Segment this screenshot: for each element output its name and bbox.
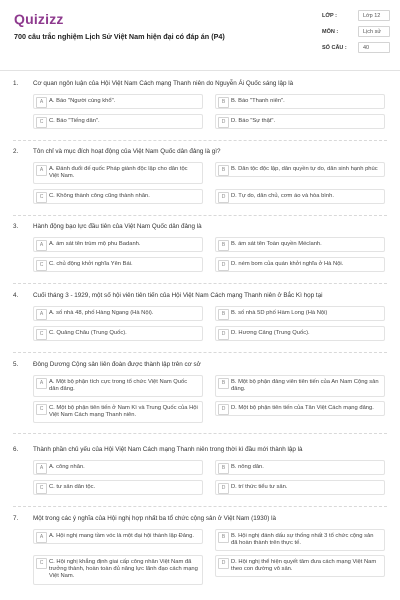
option-text: A. Báo "Người cùng khổ". bbox=[49, 98, 116, 104]
question-item bbox=[0, 515, 400, 597]
option-text: C. Báo "Tiếng dân". bbox=[49, 118, 100, 124]
option-letter-badge: D bbox=[218, 558, 229, 569]
question-item bbox=[0, 80, 400, 140]
option-letter-badge: D bbox=[218, 404, 229, 415]
option-letter-badge: C bbox=[36, 329, 47, 340]
option-text: C. Hội nghị khẳng định giai cấp công nhân Việt Nam đã trưởng thành, hoàn toàn đủ năng lực lãnh đạo cách mạng Việt Nam. bbox=[49, 559, 198, 580]
option-b[interactable] bbox=[215, 460, 385, 475]
option-a[interactable] bbox=[33, 306, 203, 321]
question-number: 6. bbox=[13, 446, 19, 453]
question-item bbox=[0, 446, 400, 506]
option-letter-badge: B bbox=[218, 240, 229, 251]
option-text: D. Báo "Sự thật". bbox=[231, 118, 276, 124]
worksheet-meta bbox=[322, 10, 392, 58]
question-number: 4. bbox=[13, 292, 19, 299]
option-letter-badge: C bbox=[36, 117, 47, 128]
option-text: B. Báo "Thanh niên". bbox=[231, 98, 285, 104]
option-c[interactable] bbox=[33, 480, 203, 495]
option-text: A. Hội nghị mang tầm vóc là một đại hội thành lập Đảng. bbox=[49, 533, 195, 539]
option-text: C. Một bộ phận tiên tiến ở Nam Kì và Trung Quốc của Hội Việt Nam Cách mạng Thanh niên. bbox=[49, 405, 198, 419]
option-text: C. Không thành công cũng thành nhân. bbox=[49, 193, 150, 199]
option-d[interactable] bbox=[215, 480, 385, 495]
option-text: A. ám sát tên trùm mộ phu Badanh. bbox=[49, 241, 141, 247]
worksheet-header bbox=[0, 0, 400, 71]
option-text: B. nông dân. bbox=[231, 464, 264, 470]
meta-value-box: Lịch sử bbox=[358, 26, 390, 37]
option-b[interactable] bbox=[215, 162, 385, 177]
question-text: Hành động bạo lực đầu tiên của Việt Nam Quốc dân đảng là bbox=[33, 223, 202, 230]
option-letter-badge: C bbox=[36, 558, 47, 569]
option-text: D. Tự do, dân chủ, cơm áo và hòa bình. bbox=[231, 193, 334, 199]
option-text: A. Một bộ phận tích cực trong tổ chức Việt Nam Quốc dân đảng. bbox=[49, 379, 188, 393]
question-divider bbox=[13, 215, 387, 216]
option-a[interactable] bbox=[33, 460, 203, 475]
option-text: C. tư sản dân tộc. bbox=[49, 484, 96, 490]
option-letter-badge: A bbox=[36, 165, 47, 176]
option-text: D. Hương Cảng (Trung Quốc). bbox=[231, 330, 310, 336]
option-d[interactable] bbox=[215, 401, 385, 416]
meta-row-subject bbox=[322, 26, 392, 40]
meta-value-box: 40 bbox=[358, 42, 390, 53]
option-c[interactable] bbox=[33, 326, 203, 341]
option-d[interactable] bbox=[215, 189, 385, 204]
option-letter-badge: B bbox=[218, 165, 229, 176]
question-number: 1. bbox=[13, 80, 19, 87]
option-letter-badge: D bbox=[218, 329, 229, 340]
option-text: C. chủ động khởi nghĩa Yên Bái. bbox=[49, 261, 133, 267]
question-divider bbox=[13, 140, 387, 141]
question-item bbox=[0, 292, 400, 352]
quizizz-logo: Quizizz bbox=[14, 11, 64, 27]
option-b[interactable] bbox=[215, 237, 385, 252]
question-text: Thành phần chủ yếu của Hội Việt Nam Cách mạng Thanh niên trong thời kì đầu mới thành lập là bbox=[33, 446, 303, 453]
option-d[interactable] bbox=[215, 555, 385, 577]
option-letter-badge: B bbox=[218, 309, 229, 320]
option-text: B. Dân tộc độc lập, dân quyền tự do, dân sinh hạnh phúc bbox=[231, 166, 378, 172]
option-a[interactable] bbox=[33, 237, 203, 252]
option-b[interactable] bbox=[215, 375, 385, 397]
option-a[interactable] bbox=[33, 375, 203, 397]
option-letter-badge: C bbox=[36, 192, 47, 203]
option-a[interactable] bbox=[33, 94, 203, 109]
question-item bbox=[0, 148, 400, 214]
question-divider bbox=[13, 283, 387, 284]
option-letter-badge: A bbox=[36, 532, 47, 543]
question-text: Tôn chỉ và mục đích hoạt động của Việt Nam Quốc dân đảng là gì? bbox=[33, 148, 221, 155]
option-c[interactable] bbox=[33, 555, 203, 585]
option-d[interactable] bbox=[215, 257, 385, 272]
question-divider bbox=[13, 506, 387, 507]
option-c[interactable] bbox=[33, 257, 203, 272]
option-c[interactable] bbox=[33, 401, 203, 423]
option-text: C. Quảng Châu (Trung Quốc). bbox=[49, 330, 127, 336]
option-letter-badge: B bbox=[218, 97, 229, 108]
meta-row-class bbox=[322, 10, 392, 24]
option-letter-badge: B bbox=[218, 532, 229, 543]
option-letter-badge: C bbox=[36, 483, 47, 494]
question-text: Đông Dương Cộng sản liên đoàn được thành lập trên cơ sở bbox=[33, 361, 201, 368]
option-letter-badge: D bbox=[218, 117, 229, 128]
option-b[interactable] bbox=[215, 529, 385, 551]
option-letter-badge: A bbox=[36, 309, 47, 320]
meta-label: LỚP : bbox=[322, 13, 337, 19]
option-letter-badge: C bbox=[36, 404, 47, 415]
option-letter-badge: D bbox=[218, 260, 229, 271]
question-number: 7. bbox=[13, 515, 19, 522]
question-divider bbox=[13, 352, 387, 353]
option-letter-badge: C bbox=[36, 260, 47, 271]
option-d[interactable] bbox=[215, 326, 385, 341]
option-letter-badge: A bbox=[36, 378, 47, 389]
option-a[interactable] bbox=[33, 162, 203, 184]
meta-value-box: Lớp 12 bbox=[358, 10, 390, 21]
option-text: B. ám sát tên Toàn quyền Méclanh. bbox=[231, 241, 322, 247]
option-c[interactable] bbox=[33, 114, 203, 129]
question-item bbox=[0, 223, 400, 283]
option-text: A. công nhân. bbox=[49, 464, 85, 470]
option-text: D. ném bom của quán khởi nghĩa ở Hà Nội. bbox=[231, 261, 344, 267]
meta-label: SỐ CÂU : bbox=[322, 45, 347, 51]
question-number: 2. bbox=[13, 148, 19, 155]
question-divider bbox=[13, 433, 387, 434]
question-number: 5. bbox=[13, 361, 19, 368]
worksheet-title: 700 câu trắc nghiệm Lịch Sử Việt Nam hiện đại có đáp án (P4) bbox=[14, 32, 225, 41]
option-c[interactable] bbox=[33, 189, 203, 204]
option-letter-badge: A bbox=[36, 463, 47, 474]
option-letter-badge: D bbox=[218, 483, 229, 494]
option-text: A. Đánh đuổi đế quốc Pháp giành độc lập cho dân tộc Việt Nam. bbox=[49, 166, 188, 180]
option-text: B. Một bộ phận đảng viên tiên tiến của An Nam Cộng sản đảng. bbox=[231, 379, 379, 393]
meta-row-question-count bbox=[322, 42, 392, 56]
question-item bbox=[0, 361, 400, 431]
option-text: D. Một bộ phận tiên tiến của Tân Việt Cách mạng đảng. bbox=[231, 405, 374, 411]
meta-label: MÔN : bbox=[322, 29, 339, 35]
option-text: B. Hội nghị đánh dấu sự thống nhất 3 tổ chức cộng sản đã hoàn thành trên thực tế. bbox=[231, 533, 374, 547]
option-b[interactable] bbox=[215, 306, 385, 321]
option-b[interactable] bbox=[215, 94, 385, 109]
option-a[interactable] bbox=[33, 529, 203, 544]
question-text: Cuối tháng 3 - 1929, một số hội viên tiên tiến của Hội Việt Nam Cách mạng Thanh niên ở Bắc Kì họp tại bbox=[33, 292, 323, 299]
option-letter-badge: B bbox=[218, 378, 229, 389]
question-number: 3. bbox=[13, 223, 19, 230]
option-text: D. trí thức tiểu tư sản. bbox=[231, 484, 288, 490]
option-letter-badge: B bbox=[218, 463, 229, 474]
option-letter-badge: A bbox=[36, 97, 47, 108]
question-text: Một trong các ý nghĩa của Hội nghị hợp nhất ba tổ chức cộng sản ở Việt Nam (1930) là bbox=[33, 515, 277, 522]
option-text: B. số nhà 5D phố Hàm Long (Hà Nội) bbox=[231, 310, 328, 316]
option-text: A. số nhà 48, phố Hàng Ngang (Hà Nội). bbox=[49, 310, 154, 316]
option-letter-badge: A bbox=[36, 240, 47, 251]
question-text: Cơ quan ngôn luận của Hội Việt Nam Cách mạng Thanh niên do Nguyễn Ái Quốc sáng lập là bbox=[33, 80, 294, 87]
option-text: D. Hội nghị thể hiện quyết tâm đưa cách mạng Việt Nam theo con đường vô sản. bbox=[231, 559, 377, 573]
option-letter-badge: D bbox=[218, 192, 229, 203]
option-d[interactable] bbox=[215, 114, 385, 129]
